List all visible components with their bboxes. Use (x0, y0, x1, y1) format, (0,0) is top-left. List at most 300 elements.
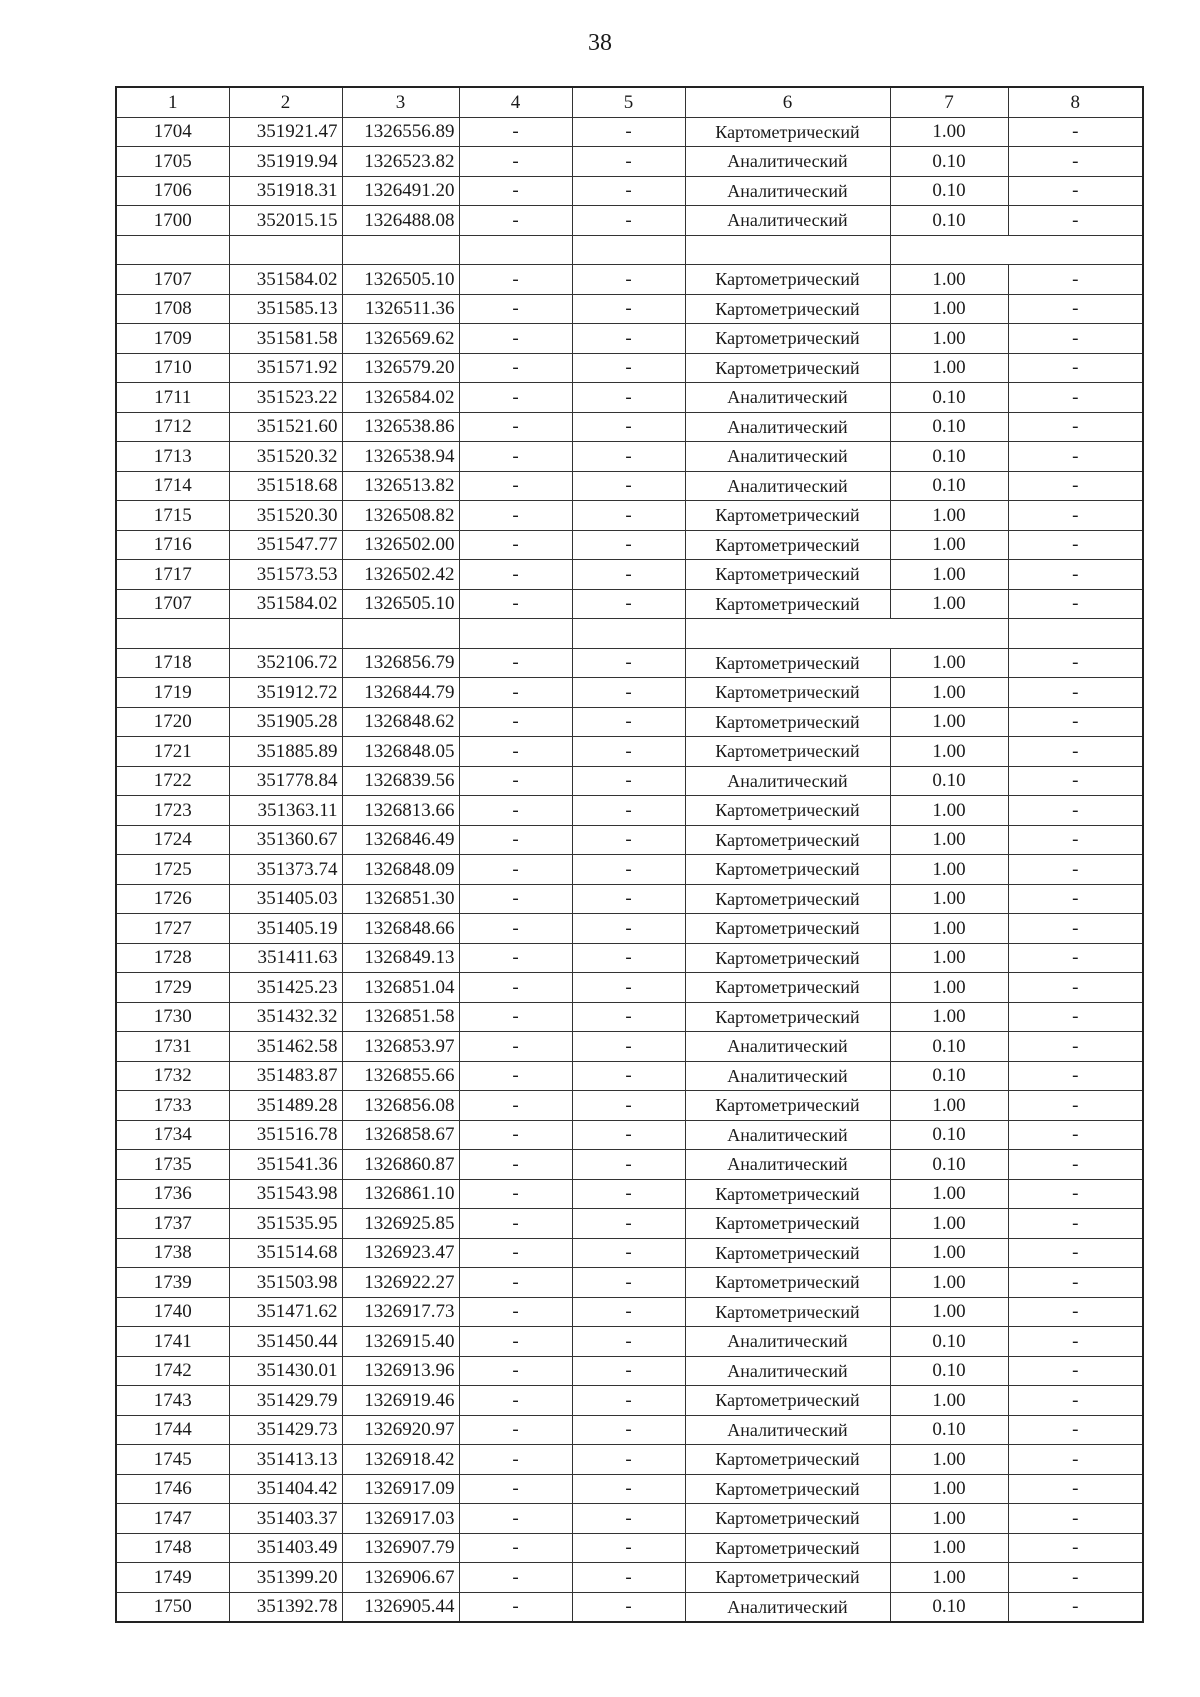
table-cell: - (572, 1002, 685, 1032)
table-cell: 351520.30 (229, 501, 342, 531)
table-cell: 1326569.62 (342, 324, 459, 354)
table-cell: - (572, 943, 685, 973)
table-cell: - (459, 1592, 572, 1622)
table-cell: 1718 (116, 648, 229, 678)
table-cell: 1326849.13 (342, 943, 459, 973)
table-row (116, 353, 1143, 383)
table-cell: - (572, 589, 685, 619)
table-cell: Картометрический (685, 353, 890, 383)
table-row (116, 1150, 1143, 1180)
table-cell: Аналитический (685, 442, 890, 472)
table-row (116, 707, 1143, 737)
table-cell: Аналитический (685, 1592, 890, 1622)
table-cell: - (1008, 1150, 1143, 1180)
table-cell: 351885.89 (229, 737, 342, 767)
table-cell: 352106.72 (229, 648, 342, 678)
table-row (116, 1061, 1143, 1091)
table-cell: 1.00 (890, 265, 1008, 295)
table-cell: - (572, 1209, 685, 1239)
table-header-row (116, 87, 1143, 117)
table-cell: 1721 (116, 737, 229, 767)
table-cell: - (459, 383, 572, 413)
table-cell: 1734 (116, 1120, 229, 1150)
table-cell: - (459, 117, 572, 147)
table-cell: 1.00 (890, 501, 1008, 531)
table-cell: - (459, 737, 572, 767)
table-cell: 1714 (116, 471, 229, 501)
table-cell: - (572, 471, 685, 501)
table-cell: - (1008, 383, 1143, 413)
table-cell: Картометрический (685, 707, 890, 737)
table-cell: - (1008, 1386, 1143, 1416)
empty-cell (342, 235, 459, 265)
table-cell: 351392.78 (229, 1592, 342, 1622)
table-cell: - (572, 1238, 685, 1268)
table-cell: 1326839.56 (342, 766, 459, 796)
table-cell: - (1008, 442, 1143, 472)
table-cell: 1712 (116, 412, 229, 442)
table-cell: - (572, 825, 685, 855)
table-cell: - (1008, 1209, 1143, 1239)
table-cell: Картометрический (685, 678, 890, 708)
table-cell: - (1008, 117, 1143, 147)
table-cell: - (459, 1386, 572, 1416)
table-cell: 1726 (116, 884, 229, 914)
table-cell: - (459, 1091, 572, 1121)
table-cell: Аналитический (685, 383, 890, 413)
table-cell: 1.00 (890, 1386, 1008, 1416)
table-cell: - (459, 412, 572, 442)
table-cell: - (1008, 943, 1143, 973)
table-cell: - (1008, 530, 1143, 560)
table-cell: 1.00 (890, 353, 1008, 383)
table-cell: 0.10 (890, 1356, 1008, 1386)
table-cell: Картометрический (685, 560, 890, 590)
table-cell: - (572, 1120, 685, 1150)
table-cell: 1326848.05 (342, 737, 459, 767)
table-cell: 1326919.46 (342, 1386, 459, 1416)
table-cell: 1326917.09 (342, 1474, 459, 1504)
table-cell: - (1008, 1002, 1143, 1032)
table-cell: 1326917.03 (342, 1504, 459, 1534)
table-cell: - (1008, 707, 1143, 737)
table-row (116, 825, 1143, 855)
table-cell: 1749 (116, 1563, 229, 1593)
table-cell: 1326505.10 (342, 589, 459, 619)
table-row (116, 117, 1143, 147)
table-cell: 1.00 (890, 589, 1008, 619)
table-row (116, 324, 1143, 354)
empty-cell (459, 235, 572, 265)
table-cell: 1717 (116, 560, 229, 590)
table-cell: - (572, 1386, 685, 1416)
table-row (116, 383, 1143, 413)
table-cell: - (1008, 1356, 1143, 1386)
table-row (116, 1091, 1143, 1121)
table-cell: 1711 (116, 383, 229, 413)
table-cell: 1731 (116, 1032, 229, 1062)
table-row (116, 412, 1143, 442)
table-cell: - (572, 1356, 685, 1386)
table-cell: 351514.68 (229, 1238, 342, 1268)
table-cell: 1326923.47 (342, 1238, 459, 1268)
table-cell: - (572, 1504, 685, 1534)
table-cell: 1326906.67 (342, 1563, 459, 1593)
table-cell: - (572, 294, 685, 324)
table-cell: - (1008, 501, 1143, 531)
table-row (116, 442, 1143, 472)
table-cell: - (1008, 648, 1143, 678)
table-cell: 1724 (116, 825, 229, 855)
table-cell: 1735 (116, 1150, 229, 1180)
table-cell: 1.00 (890, 1474, 1008, 1504)
empty-cell (229, 235, 342, 265)
table-row (116, 855, 1143, 885)
table-cell: 1725 (116, 855, 229, 885)
table-cell: - (459, 560, 572, 590)
table-cell: - (1008, 1592, 1143, 1622)
table-cell: 1326848.66 (342, 914, 459, 944)
table-cell: - (1008, 796, 1143, 826)
table-cell: - (459, 1179, 572, 1209)
table-cell: - (459, 1415, 572, 1445)
table-cell: Картометрический (685, 1533, 890, 1563)
table-cell: 1.00 (890, 648, 1008, 678)
table-cell: - (459, 501, 572, 531)
table-cell: 351483.87 (229, 1061, 342, 1091)
table-row (116, 1415, 1143, 1445)
table-cell: - (572, 1563, 685, 1593)
table-cell: 1326851.04 (342, 973, 459, 1003)
table-cell: 351403.37 (229, 1504, 342, 1534)
table-cell: - (1008, 855, 1143, 885)
table-row (116, 737, 1143, 767)
table-cell: 351571.92 (229, 353, 342, 383)
table-cell: - (572, 973, 685, 1003)
table-cell: - (459, 1150, 572, 1180)
table-cell: 351360.67 (229, 825, 342, 855)
table-cell: - (459, 353, 572, 383)
coordinates-table (115, 86, 1144, 1623)
table-cell: 1715 (116, 501, 229, 531)
table-cell: - (1008, 1238, 1143, 1268)
table-cell: 1326844.79 (342, 678, 459, 708)
table-cell: - (572, 1091, 685, 1121)
table-cell: - (572, 914, 685, 944)
table-cell: - (572, 265, 685, 295)
table-cell: - (459, 1061, 572, 1091)
table-cell: 1.00 (890, 825, 1008, 855)
table-row (116, 796, 1143, 826)
table-cell: - (572, 737, 685, 767)
table-cell: 1326502.00 (342, 530, 459, 560)
table-cell: 1.00 (890, 678, 1008, 708)
table-cell: 1326813.66 (342, 796, 459, 826)
table-cell: - (1008, 176, 1143, 206)
table-row (116, 1002, 1143, 1032)
table-cell: 0.10 (890, 147, 1008, 177)
table-row (116, 1474, 1143, 1504)
table-cell: - (572, 1061, 685, 1091)
table-row (116, 1386, 1143, 1416)
table-cell: - (459, 1032, 572, 1062)
table-cell: - (1008, 560, 1143, 590)
table-row (116, 1120, 1143, 1150)
table-row (116, 973, 1143, 1003)
table-cell: 1326511.36 (342, 294, 459, 324)
table-cell: Аналитический (685, 766, 890, 796)
table-cell: - (572, 1533, 685, 1563)
table-cell: 1326855.66 (342, 1061, 459, 1091)
table-cell: - (1008, 265, 1143, 295)
table-cell: - (459, 176, 572, 206)
table-cell: 1729 (116, 973, 229, 1003)
table-cell: - (572, 206, 685, 236)
table-cell: - (459, 1297, 572, 1327)
table-cell: 1742 (116, 1356, 229, 1386)
table-cell: 351471.62 (229, 1297, 342, 1327)
column-header: 7 (890, 87, 1008, 117)
table-cell: 351432.32 (229, 1002, 342, 1032)
table-cell: 1.00 (890, 1445, 1008, 1475)
table-cell: - (1008, 766, 1143, 796)
table-cell: - (572, 1150, 685, 1180)
table-cell: 351430.01 (229, 1356, 342, 1386)
table-cell: 1326925.85 (342, 1209, 459, 1239)
table-cell: 1738 (116, 1238, 229, 1268)
table-cell: Картометрический (685, 1563, 890, 1593)
table-cell: 351921.47 (229, 117, 342, 147)
empty-cell (342, 619, 459, 649)
table-cell: 1326513.82 (342, 471, 459, 501)
table-cell: 1326505.10 (342, 265, 459, 295)
table-cell: 0.10 (890, 766, 1008, 796)
table-cell: 1706 (116, 176, 229, 206)
table-cell: 1.00 (890, 1297, 1008, 1327)
table-cell: 352015.15 (229, 206, 342, 236)
table-cell: Аналитический (685, 1032, 890, 1062)
table-cell: 1716 (116, 530, 229, 560)
table-cell: 1326853.97 (342, 1032, 459, 1062)
table-cell: 1748 (116, 1533, 229, 1563)
table-cell: - (459, 589, 572, 619)
table-cell: Аналитический (685, 176, 890, 206)
table-cell: - (572, 796, 685, 826)
table-cell: 0.10 (890, 1150, 1008, 1180)
table-cell: Картометрический (685, 737, 890, 767)
table-cell: 351573.53 (229, 560, 342, 590)
table-cell: Картометрический (685, 589, 890, 619)
table-cell: 1708 (116, 294, 229, 324)
table-cell: 351516.78 (229, 1120, 342, 1150)
separator-row (116, 619, 1143, 649)
table-cell: - (459, 973, 572, 1003)
table-cell: Картометрический (685, 324, 890, 354)
table-cell: 351521.60 (229, 412, 342, 442)
table-cell: 1326508.82 (342, 501, 459, 531)
table-cell: - (572, 117, 685, 147)
column-header: 8 (1008, 87, 1143, 117)
table-cell: 1744 (116, 1415, 229, 1445)
table-cell: 1326905.44 (342, 1592, 459, 1622)
table-cell: Картометрический (685, 1209, 890, 1239)
table-cell: - (1008, 1327, 1143, 1357)
table-row (116, 914, 1143, 944)
table-cell: 351912.72 (229, 678, 342, 708)
table-cell: - (1008, 1268, 1143, 1298)
table-cell: 1700 (116, 206, 229, 236)
table-cell: 1736 (116, 1179, 229, 1209)
table-cell: - (572, 855, 685, 885)
table-cell: - (459, 1327, 572, 1357)
table-cell: - (459, 265, 572, 295)
table-cell: 1.00 (890, 973, 1008, 1003)
table-row (116, 176, 1143, 206)
table-row (116, 678, 1143, 708)
table-cell: Аналитический (685, 1150, 890, 1180)
table-cell: - (1008, 1445, 1143, 1475)
table-cell: 1.00 (890, 1002, 1008, 1032)
table-cell: - (1008, 412, 1143, 442)
table-cell: - (1008, 1061, 1143, 1091)
separator-row (116, 235, 1143, 265)
table-cell: Аналитический (685, 206, 890, 236)
table-cell: - (459, 1533, 572, 1563)
table-cell: 1723 (116, 796, 229, 826)
table-cell: 351778.84 (229, 766, 342, 796)
table-cell: Картометрический (685, 1238, 890, 1268)
table-cell: - (1008, 1032, 1143, 1062)
table-cell: 1326584.02 (342, 383, 459, 413)
table-row (116, 560, 1143, 590)
table-cell: Картометрический (685, 1091, 890, 1121)
table-cell: 1.00 (890, 1533, 1008, 1563)
table-cell: - (459, 943, 572, 973)
table-cell: 1704 (116, 117, 229, 147)
table-cell: - (1008, 1091, 1143, 1121)
table-row (116, 589, 1143, 619)
table-cell: 1707 (116, 589, 229, 619)
table-cell: - (572, 1297, 685, 1327)
table-cell: 1326502.42 (342, 560, 459, 590)
table-cell: 1707 (116, 265, 229, 295)
table-cell: 1326579.20 (342, 353, 459, 383)
table-cell: - (572, 648, 685, 678)
table-cell: 1326858.67 (342, 1120, 459, 1150)
empty-cell (572, 619, 685, 649)
table-cell: 351918.31 (229, 176, 342, 206)
table-row (116, 1563, 1143, 1593)
table-cell: - (459, 324, 572, 354)
table-cell: 1326851.58 (342, 1002, 459, 1032)
column-header: 5 (572, 87, 685, 117)
table-cell: 351905.28 (229, 707, 342, 737)
table-cell: - (572, 530, 685, 560)
table-cell: - (1008, 884, 1143, 914)
table-cell: - (459, 648, 572, 678)
table-cell: Картометрический (685, 1504, 890, 1534)
table-cell: 1733 (116, 1091, 229, 1121)
empty-cell (116, 619, 229, 649)
table-cell: 351373.74 (229, 855, 342, 885)
empty-cell (116, 235, 229, 265)
empty-cell (1008, 619, 1143, 649)
table-cell: 0.10 (890, 206, 1008, 236)
table-cell: Картометрический (685, 825, 890, 855)
table-cell: - (1008, 973, 1143, 1003)
table-row (116, 1268, 1143, 1298)
table-cell: 1326488.08 (342, 206, 459, 236)
table-cell: 1.00 (890, 1091, 1008, 1121)
table-cell: 1326913.96 (342, 1356, 459, 1386)
table-cell: 1.00 (890, 1504, 1008, 1534)
table-cell: 1.00 (890, 796, 1008, 826)
table-cell: 0.10 (890, 1061, 1008, 1091)
table-cell: 1326856.79 (342, 648, 459, 678)
table-row (116, 1209, 1143, 1239)
table-cell: - (459, 1356, 572, 1386)
table-cell: 351404.42 (229, 1474, 342, 1504)
table-cell: - (459, 1563, 572, 1593)
table-cell: 351518.68 (229, 471, 342, 501)
table-cell: - (572, 412, 685, 442)
table-row (116, 766, 1143, 796)
table-row (116, 471, 1143, 501)
table-row (116, 884, 1143, 914)
table-cell: - (1008, 737, 1143, 767)
table-row (116, 265, 1143, 295)
table-cell: 351489.28 (229, 1091, 342, 1121)
table-cell: Аналитический (685, 471, 890, 501)
table-row (116, 1592, 1143, 1622)
table-cell: - (572, 147, 685, 177)
table-cell: - (572, 766, 685, 796)
table-cell: 1.00 (890, 707, 1008, 737)
table-cell: - (459, 884, 572, 914)
empty-cell (229, 619, 342, 649)
table-cell: - (572, 383, 685, 413)
table-cell: 1.00 (890, 560, 1008, 590)
table-row (116, 1179, 1143, 1209)
table-cell: - (1008, 294, 1143, 324)
table-cell: - (572, 707, 685, 737)
table-cell: Картометрический (685, 294, 890, 324)
table-cell: 1713 (116, 442, 229, 472)
table-cell: 1326907.79 (342, 1533, 459, 1563)
table-cell: - (572, 1179, 685, 1209)
table-cell: Картометрический (685, 796, 890, 826)
table-cell: 351429.73 (229, 1415, 342, 1445)
table-cell: - (459, 1002, 572, 1032)
table-cell: 351535.95 (229, 1209, 342, 1239)
table-cell: - (459, 1238, 572, 1268)
table-cell: Картометрический (685, 884, 890, 914)
table-cell: 0.10 (890, 412, 1008, 442)
table-cell: Аналитический (685, 412, 890, 442)
table-cell: 351543.98 (229, 1179, 342, 1209)
table-cell: - (459, 1474, 572, 1504)
table-cell: 1326856.08 (342, 1091, 459, 1121)
table-cell: 1705 (116, 147, 229, 177)
table-row (116, 501, 1143, 531)
table-body (116, 117, 1143, 1622)
table-cell: - (572, 442, 685, 472)
table-cell: - (1008, 353, 1143, 383)
table-cell: - (459, 825, 572, 855)
table-cell: 351503.98 (229, 1268, 342, 1298)
table-cell: - (1008, 1563, 1143, 1593)
table-cell: Аналитический (685, 147, 890, 177)
